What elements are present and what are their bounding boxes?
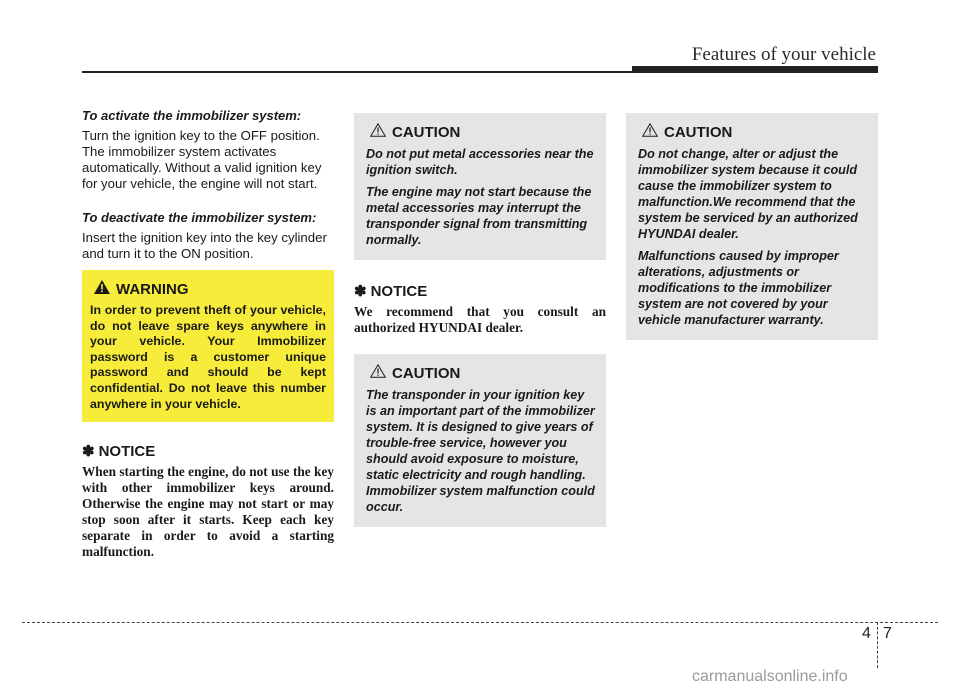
caution-box	[354, 354, 606, 527]
activate-text: Turn the ignition key to the OFF position. The immobilizer system activates automatically. Without a valid ignition key for your vehicle, the engine will not start.	[82, 128, 322, 191]
header-rule-thick	[632, 66, 878, 73]
caution-title: CAUTION	[392, 124, 461, 141]
deactivate-heading: To deactivate the immobilizer system:	[82, 210, 317, 225]
column-middle	[354, 113, 606, 527]
caution-title: CAUTION	[392, 365, 461, 382]
column-left	[82, 108, 334, 560]
column-right	[626, 113, 878, 340]
notice-heading	[82, 442, 334, 460]
caution-triangle-icon	[642, 123, 658, 142]
activate-heading: To activate the immobilizer system:	[82, 108, 302, 123]
caution-box	[626, 113, 878, 340]
caution-text: The engine may not start because the metal accessories may interrupt the transponder signal from transmitting normally.	[366, 185, 592, 247]
footer-dashed-line	[22, 622, 938, 623]
caution-title: CAUTION	[664, 124, 733, 141]
notice-symbol-icon: ✽	[354, 283, 367, 300]
chapter-number: 4	[862, 625, 871, 642]
header-title: Features of your vehicle	[691, 44, 876, 65]
caution-text: Malfunctions caused by improper alterations, adjustments or modifications to the immobilizer system are not covered by your vehicle manufacturer warranty.	[638, 249, 839, 327]
warning-text: In order to prevent theft of your vehicle, do not leave spare keys anywhere in your vehicle. Your Immobilizer password is a customer unique password and should be kept confidential. Do not leave this number anywhere in your vehicle.	[90, 303, 326, 411]
page-number: 7	[883, 625, 892, 642]
notice-title: NOTICE	[370, 282, 428, 300]
notice-heading	[354, 282, 606, 300]
caution-triangle-icon	[370, 364, 386, 383]
caution-text: Do not change, alter or adjust the immobilizer system because it could cause the immobilizer system to malfunction.We recommend that the system be serviced by an authorized HYUNDAI dealer.	[638, 147, 858, 241]
caution-text: Do not put metal accessories near the ignition switch.	[366, 147, 594, 177]
notice-symbol-icon: ✽	[82, 443, 95, 461]
notice-text: We recommend that you consult an authorized HYUNDAI dealer.	[354, 304, 606, 335]
footer-page-divider	[877, 622, 878, 668]
warning-triangle-icon	[94, 280, 110, 299]
watermark: carmanualsonline.info	[692, 668, 848, 685]
warning-box	[82, 270, 334, 422]
caution-box	[354, 113, 606, 260]
deactivate-text: Insert the ignition key into the key cylinder and turn it to the ON position.	[82, 230, 327, 261]
warning-title: WARNING	[116, 281, 189, 298]
caution-text: The transponder in your ignition key is an important part of the immobilizer system. It is designed to give years of trouble-free service, however you should avoid exposure to moisture, static electricity and rough handling. Immobilizer system malfunction could occur.	[366, 388, 595, 514]
notice-text: When starting the engine, do not use the key with other immobilizer keys around. Otherwise the engine may not start or may stop soon after it starts. Keep each key separate in order to avoid a starting malfunction.	[82, 464, 334, 560]
notice-title: NOTICE	[98, 442, 156, 460]
caution-triangle-icon	[370, 123, 386, 142]
